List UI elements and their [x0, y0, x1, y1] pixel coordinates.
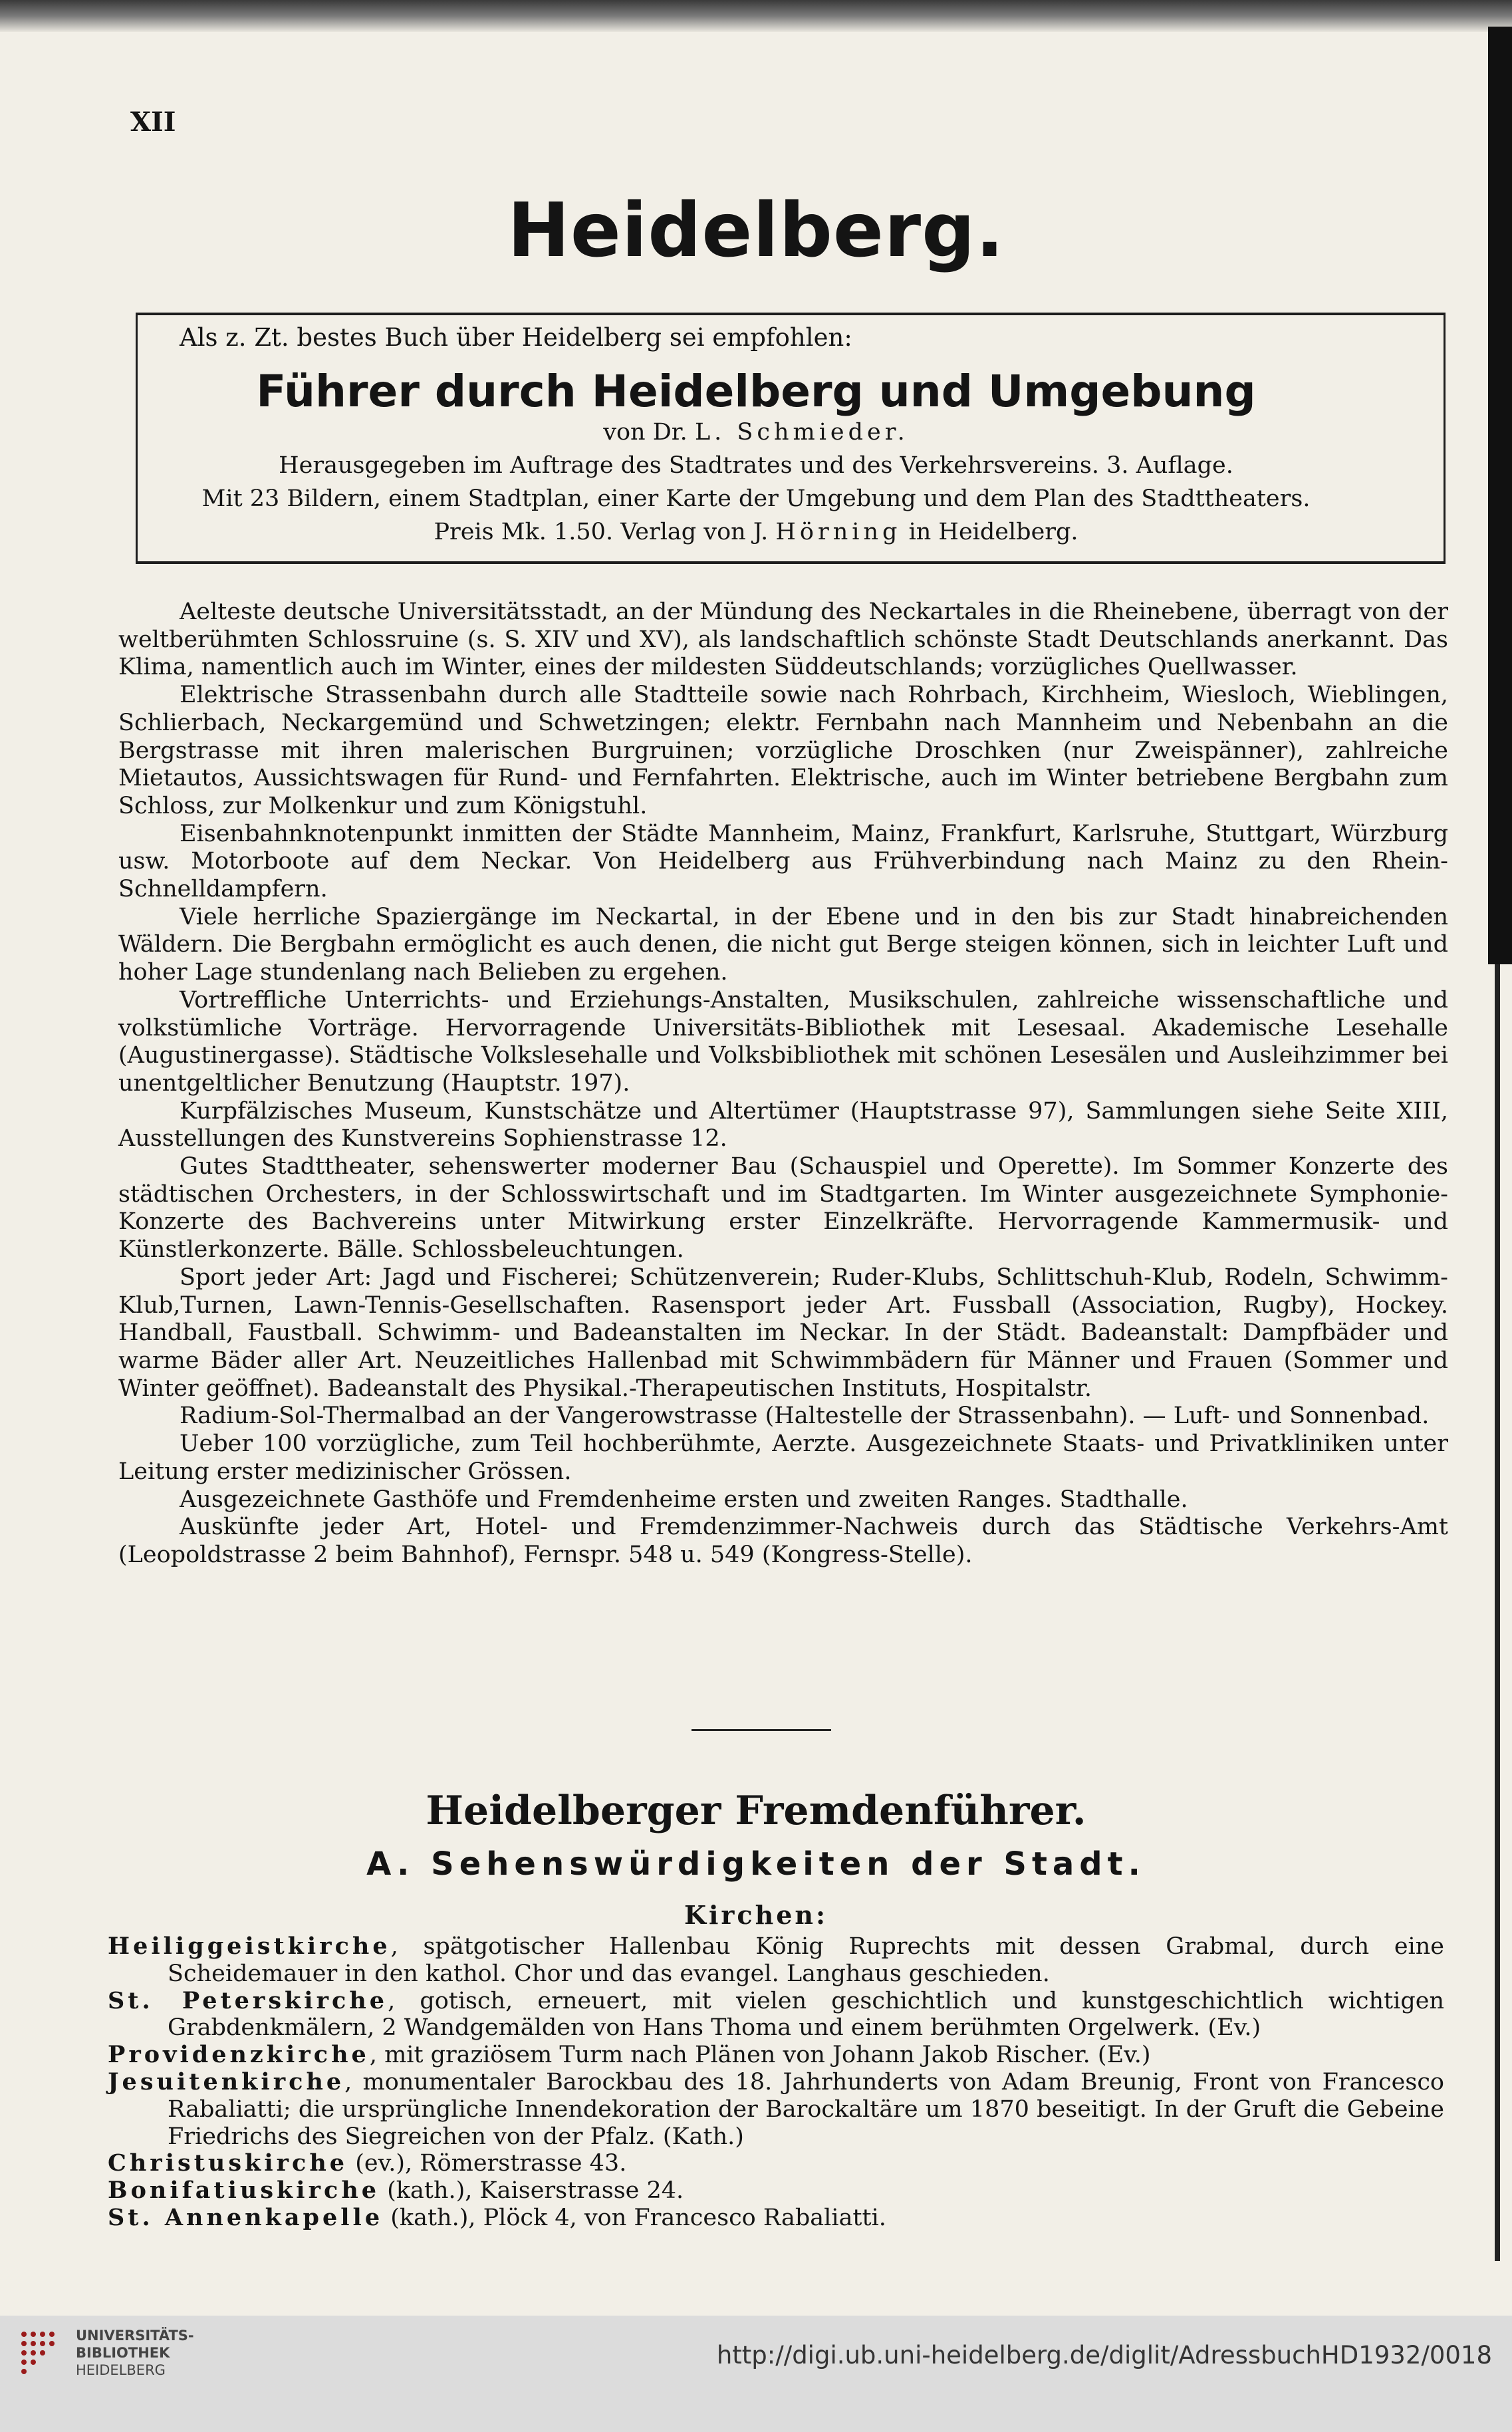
scan-right-edge-thin [1495, 964, 1500, 2261]
list-item [108, 2150, 1444, 2177]
church-list [108, 1933, 1444, 2232]
paragraph: Gutes Stadttheater, sehenswerter moderner Bau (Schauspiel und Operette). Im Sommer Konzerte des städtischen Orchesters, in der Schlosswirtschaft und im Stadtgarten. Im Winter ausgezeichnete Symphonie-Konzerte des Bachvereins unter Mitwirkung erster Einzelkräfte. Hervorragende Kammermusik- und Künstlerkonzerte. Bälle. Schlossbeleuchtungen. [118, 1153, 1448, 1264]
list-item [108, 1933, 1444, 1988]
ad-price: Preis Mk. 1.50. Verlag von J. [434, 519, 769, 545]
section-divider [692, 1729, 831, 1731]
church-description: (ev.), Römerstrasse 43. [348, 2150, 627, 2177]
ad-author-name: L. Schmieder. [694, 419, 909, 446]
list-item [108, 2069, 1444, 2150]
guide-subheading: A. Sehenswürdigkeiten der Stadt. [366, 1845, 1146, 1883]
church-description: (kath.), Kaiserstrasse 24. [380, 2177, 684, 2205]
university-library-logo-text[interactable] [76, 2327, 194, 2379]
paragraph: Ueber 100 vorzügliche, zum Teil hochberühmte, Aerzte. Ausgezeichnete Staats- und Privatkliniken unter Leitung erster medizinischer Grössen. [118, 1430, 1448, 1485]
viewer-footer [0, 2316, 1512, 2432]
list-item [108, 1988, 1444, 2042]
scan-top-edge [0, 0, 1512, 32]
university-library-logo-icon[interactable] [19, 2329, 65, 2381]
church-description: , spätgotischer Hallenbau König Ruprechts mit dessen Grabmal, durch eine Scheidemauer in den kathol. Chor und das evangel. Langhaus geschieden. [168, 1933, 1444, 1987]
church-name: Heiliggeistkirche [108, 1933, 391, 1960]
city-description [118, 599, 1448, 1569]
paragraph: Vortreffliche Unterrichts- und Erziehungs-Anstalten, Musikschulen, zahlreiche wissenschaftliche und volkstümliche Vorträge. Hervorragende Universitäts-Bibliothek mit Lesesaal. Akademische Lesehalle (Augustinergasse). Städtische Volkslesehalle und Volksbibliothek mit schönen Lesesälen und Ausleihzimmer bei unentgeltlicher Benutzung (Hauptstr. 197). [118, 986, 1448, 1097]
paragraph: Ausgezeichnete Gasthöfe und Fremdenheime ersten und zweiten Ranges. Stadthalle. [180, 1486, 1188, 1513]
list-item [108, 2205, 1444, 2232]
logo-line: BIBLIOTHEK [76, 2345, 170, 2361]
logo-line: HEIDELBERG [76, 2362, 166, 2378]
ad-author-prefix: von Dr. [603, 419, 688, 446]
paragraph: Auskünfte jeder Art, Hotel- und Fremdenzimmer-Nachweis durch das Städtische Verkehrs-Amt (Leopoldstrasse 2 beim Bahnhof), Fernspr. 548 u. 549 (Kongress-Stelle). [118, 1514, 1448, 1568]
ad-price-line [0, 519, 1512, 545]
ad-city: in Heidelberg. [908, 519, 1078, 545]
ad-intro: Als z. Zt. bestes Buch über Heidelberg sei empfohlen: [180, 323, 852, 352]
list-item [108, 2042, 1444, 2069]
guide-heading: Heidelberger Fremdenführer. [426, 1788, 1086, 1834]
ad-book-title: Führer durch Heidelberg und Umgebung [256, 366, 1256, 417]
church-description: , monumentaler Barockbau des 18. Jahrhunderts von Adam Breunig, Front von Francesco Rabaliatti; die ursprüngliche Innendekoration der Barockaltäre um 1870 beseitigt. In der Gruft die Gebeine Friedrichs des Siegreichen von der Pfalz. (Kath.) [168, 2068, 1444, 2150]
church-description: , mit graziösem Turm nach Plänen von Johann Jakob Rischer. (Ev.) [369, 2042, 1151, 2069]
paragraph: Kurpfälzisches Museum, Kunstschätze und Altertümer (Hauptstrasse 97), Sammlungen siehe Seite XIII, Ausstellungen des Kunstvereins Sophienstrasse 12. [118, 1097, 1448, 1152]
church-name: Bonifatiuskirche [108, 2177, 380, 2205]
page-number: XII [130, 106, 176, 138]
church-name: Jesuitenkirche [108, 2068, 345, 2095]
paragraph: Radium-Sol-Thermalbad an der Vangerowstrasse (Haltestelle der Strassenbahn). — Luft- und Sonnenbad. [180, 1403, 1430, 1430]
list-item [108, 2177, 1444, 2205]
church-description: , gotisch, erneuert, mit vielen geschichtlich und kunstgeschichtlich wichtigen Grabdenkmälern, 2 Wandgemälden von Hans Thoma und einem berühmten Orgelwerk. (Ev.) [168, 1987, 1444, 2042]
paragraph: Sport jeder Art: Jagd und Fischerei; Schützenverein; Ruder-Klubs, Schlittschuh-Klub, Rodeln, Schwimm-Klub,Turnen, Lawn-Tennis-Gesellschaften. Rasensport jeder Art. Fussball (Association, Rugby), Hockey. Handball, Faustball. Schwimm- und Badeanstalten im Neckar. In der Städt. Badeanstalt: Dampfbäder und warme Bäder aller Art. Neuzeitliches Hallenbad mit Schwimmbädern für Männer und Frauen (Sommer und Winter geöffnet). Badeanstalt des Physikal.-Therapeutischen Instituts, Hospitalstr. [118, 1264, 1448, 1402]
paragraph: Eisenbahnknotenpunkt inmitten der Städte Mannheim, Mainz, Frankfurt, Karlsruhe, Stuttgart, Würzburg usw. Motorboote auf dem Neckar. Von Heidelberg aus Frühverbindung nach Mainz zu den Rhein-Schnelldampfern. [118, 820, 1448, 903]
ad-publisher-name: Hörning [775, 519, 902, 545]
ad-publisher-line: Herausgegeben im Auftrage des Stadtrates und des Verkehrsvereins. 3. Auflage. [279, 452, 1233, 479]
ad-author [0, 419, 1512, 446]
page-title: Heidelberg. [507, 188, 1005, 274]
section-heading-churches: Kirchen: [684, 1900, 828, 1930]
church-name: Providenzkirche [108, 2041, 370, 2069]
church-name: St. Peterskirche [108, 1986, 388, 2014]
church-description: (kath.), Plöck 4, von Francesco Rabaliatti. [383, 2204, 886, 2231]
logo-line: UNIVERSITÄTS- [76, 2328, 194, 2344]
permalink-url[interactable]: http://digi.ub.uni-heidelberg.de/diglit/AdressbuchHD1932/0018 [716, 2341, 1492, 2369]
paragraph: Aelteste deutsche Universitätsstadt, an der Mündung des Neckartales in die Rheinebene, überragt von der weltberühmten Schlossruine (s. S. XIV und XV), als landschaftlich schönste Stadt Deutschlands anerkannt. Das Klima, namentlich auch im Winter, eines der mildesten Süddeutschlands; vorzügliches Quellwasser. [118, 599, 1448, 681]
church-name: Christuskirche [108, 2149, 348, 2177]
church-name: St. Annenkapelle [108, 2203, 384, 2231]
ad-contents-line: Mit 23 Bildern, einem Stadtplan, einer Karte der Umgebung und dem Plan des Stadttheaters. [201, 485, 1311, 512]
paragraph: Viele herrliche Spaziergänge im Neckartal, in der Ebene und in den bis zur Stadt hinabreichenden Wäldern. Die Bergbahn ermöglicht es auch denen, die nicht gut Berge steigen können, sich in leichter Luft und hoher Lage stundenlang nach Belieben zu ergehen. [118, 903, 1448, 986]
paragraph: Elektrische Strassenbahn durch alle Stadtteile sowie nach Rohrbach, Kirchheim, Wiesloch, Wieblingen, Schlierbach, Neckargemünd und Schwetzingen; elektr. Fernbahn nach Mannheim und Nebenbahn an die Bergstrasse mit ihren malerischen Burgruinen; vorzügliche Droschken (nur Zweispänner), zahlreiche Mietautos, Aussichtswagen für Rund- und Fernfahrten. Elektrische, auch im Winter betriebene Bergbahn zum Schloss, zur Molkenkur und zum Königstuhl. [118, 682, 1448, 819]
